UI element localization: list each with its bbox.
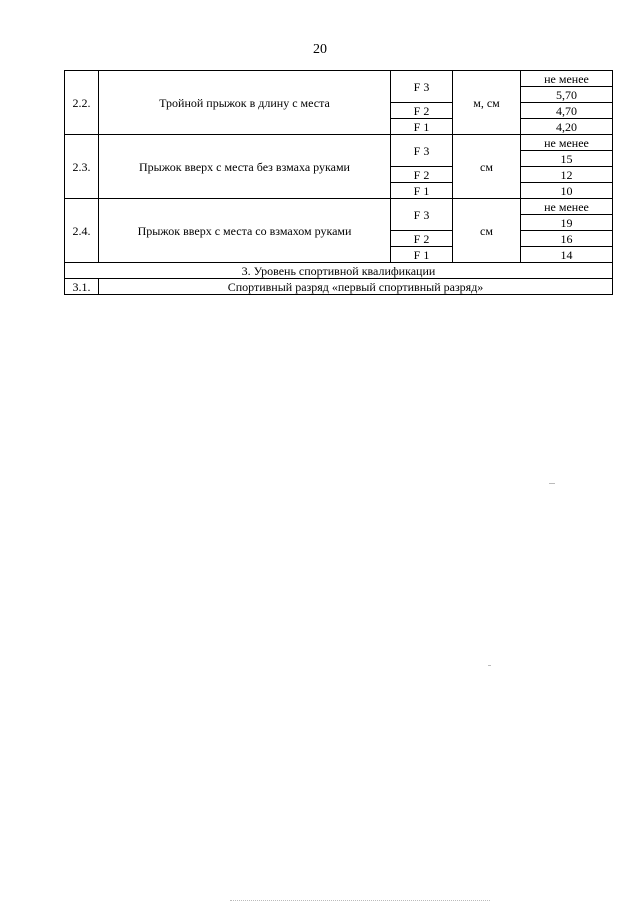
min-label: не менее bbox=[521, 199, 613, 215]
min-label: не менее bbox=[521, 135, 613, 151]
class-cell: F 1 bbox=[391, 247, 453, 263]
class-cell: F 1 bbox=[391, 119, 453, 135]
class-cell: F 2 bbox=[391, 103, 453, 119]
row-number: 2.4. bbox=[65, 199, 99, 263]
class-cell: F 2 bbox=[391, 167, 453, 183]
min-label: не менее bbox=[521, 71, 613, 87]
value-cell: 4,20 bbox=[521, 119, 613, 135]
class-cell: F 3 bbox=[391, 135, 453, 167]
unit-cell: м, см bbox=[453, 71, 521, 135]
qualification-name: Спортивный разряд «первый спортивный разряд» bbox=[99, 279, 613, 295]
scan-speck bbox=[488, 665, 491, 666]
section-heading-row bbox=[65, 263, 613, 279]
value-cell: 5,70 bbox=[521, 87, 613, 103]
class-cell: F 3 bbox=[391, 71, 453, 103]
value-cell: 12 bbox=[521, 167, 613, 183]
scan-edge-marks bbox=[230, 900, 490, 905]
value-cell: 19 bbox=[521, 215, 613, 231]
row-number: 2.3. bbox=[65, 135, 99, 199]
page-number: 20 bbox=[313, 42, 327, 57]
section-heading: 3. Уровень спортивной квалификации bbox=[65, 263, 613, 279]
table-row bbox=[65, 135, 613, 151]
row-number: 3.1. bbox=[65, 279, 99, 295]
table-row bbox=[65, 71, 613, 87]
exercise-name: Прыжок вверх с места без взмаха руками bbox=[99, 135, 391, 199]
class-cell: F 2 bbox=[391, 231, 453, 247]
unit-cell: см bbox=[453, 199, 521, 263]
scan-speck bbox=[549, 483, 555, 484]
unit-cell: см bbox=[453, 135, 521, 199]
value-cell: 15 bbox=[521, 151, 613, 167]
value-cell: 16 bbox=[521, 231, 613, 247]
exercise-name: Тройной прыжок в длину с места bbox=[99, 71, 391, 135]
class-cell: F 1 bbox=[391, 183, 453, 199]
value-cell: 14 bbox=[521, 247, 613, 263]
norms-table bbox=[64, 70, 613, 295]
exercise-name: Прыжок вверх с места со взмахом руками bbox=[99, 199, 391, 263]
value-cell: 10 bbox=[521, 183, 613, 199]
table-row bbox=[65, 199, 613, 215]
class-cell: F 3 bbox=[391, 199, 453, 231]
row-number: 2.2. bbox=[65, 71, 99, 135]
value-cell: 4,70 bbox=[521, 103, 613, 119]
table-row bbox=[65, 279, 613, 295]
